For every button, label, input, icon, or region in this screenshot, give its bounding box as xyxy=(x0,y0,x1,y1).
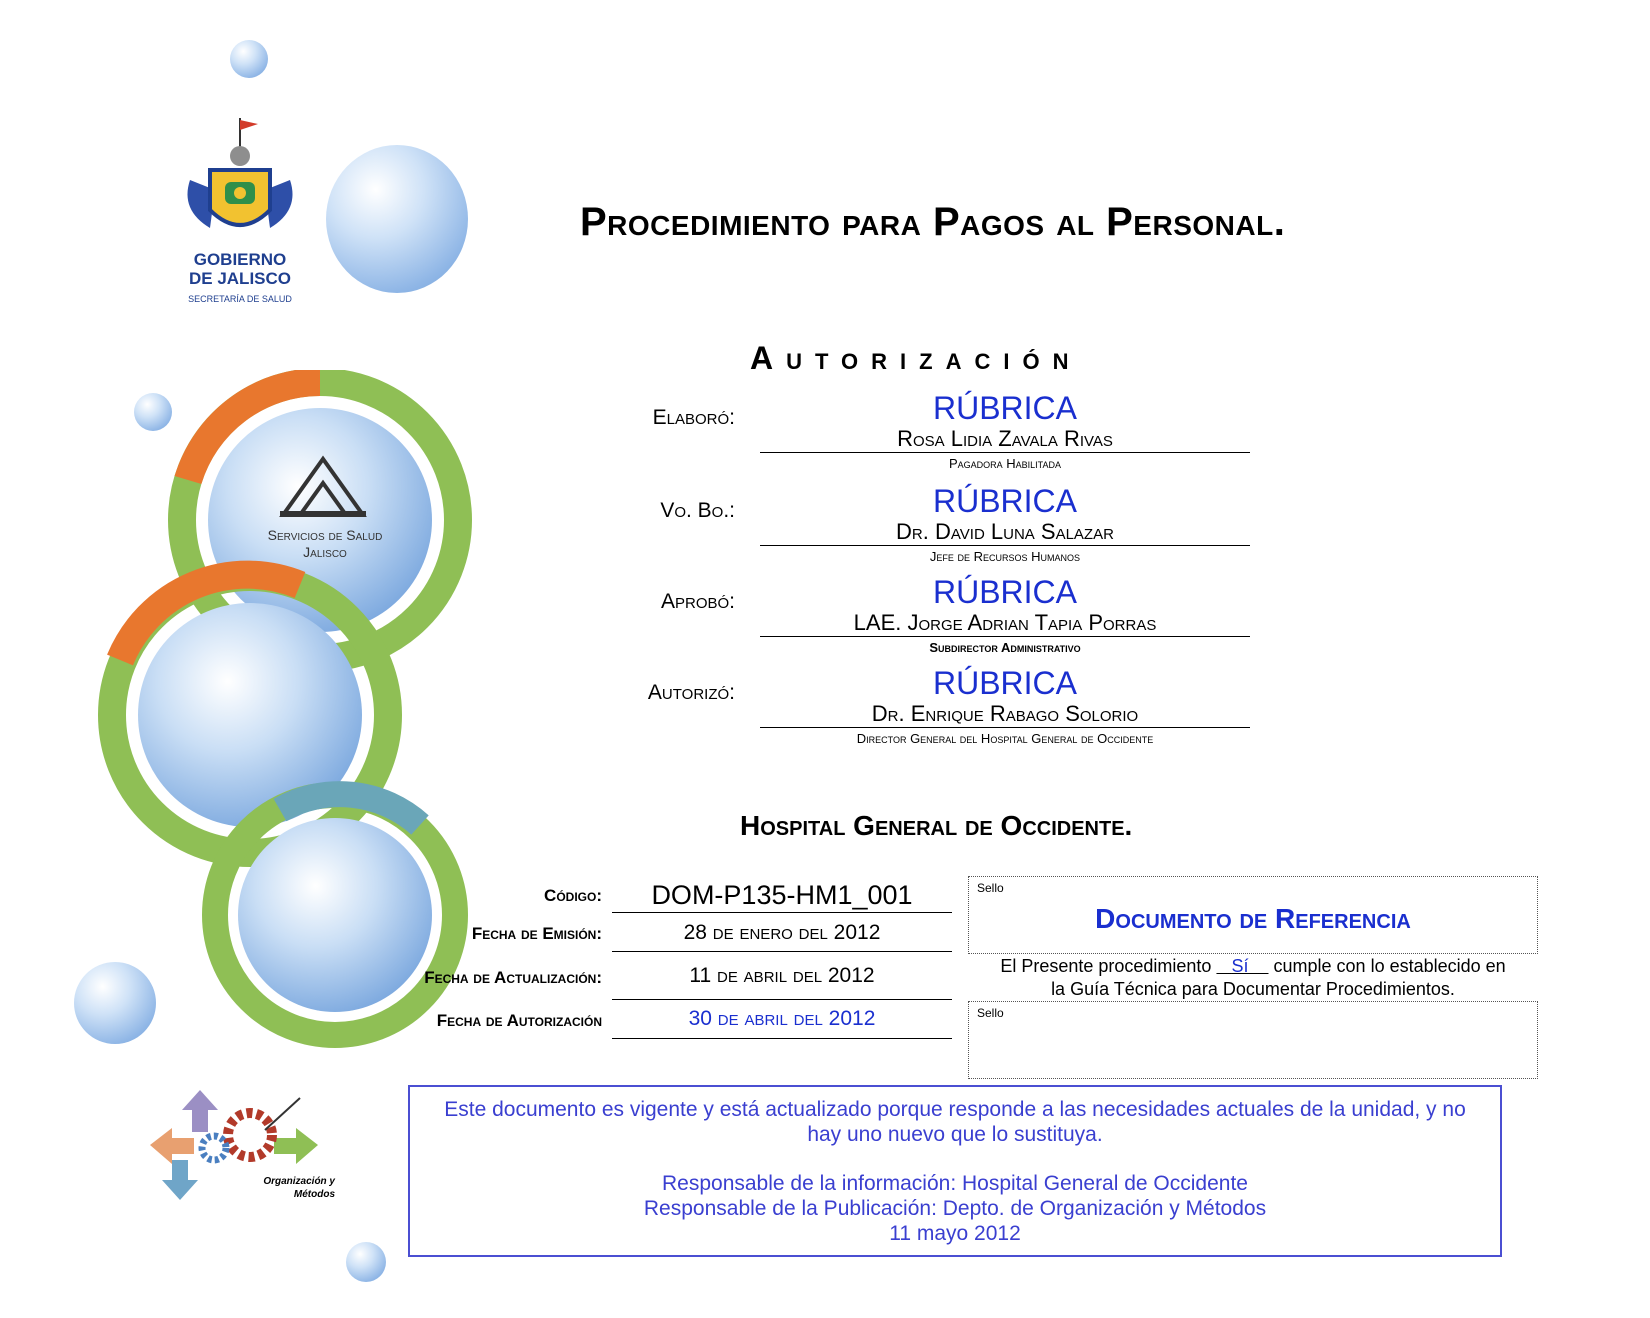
field-line xyxy=(612,912,952,913)
statement-post: cumple con lo establecido en xyxy=(1273,956,1506,976)
info-line4: Responsable de la Publicación: Depto. de Organización y Métodos xyxy=(643,1197,1267,1220)
signature-line xyxy=(760,545,1250,546)
signature-line xyxy=(760,727,1250,728)
label-elaboro: Elaboró: xyxy=(652,406,735,429)
role-elaboro: Pagadora Habilitada xyxy=(948,456,1062,471)
info-line2: hay uno nuevo que lo sustituya. xyxy=(807,1123,1103,1146)
decor-bubble xyxy=(346,1242,386,1282)
signature-autorizo: RÚBRICA xyxy=(932,665,1077,701)
ssj-logo-line1: Servicios de Salud xyxy=(267,527,383,543)
statement-pre: El Presente procedimiento xyxy=(1000,956,1212,976)
decor-bubble xyxy=(230,40,268,78)
stamp-box-reference xyxy=(968,876,1538,954)
label-fecha-autorizacion: Fecha de Autorización xyxy=(436,1011,602,1030)
gov-logo-line1: GOBIERNO xyxy=(193,250,287,269)
value-codigo: DOM-P135-HM1_001 xyxy=(651,880,913,910)
name-vobo: Dr. David Luna Salazar xyxy=(896,519,1114,544)
field-line xyxy=(612,951,952,952)
stamp-label: Sello xyxy=(977,1006,1004,1020)
coat-of-arms-icon xyxy=(170,110,310,250)
gov-logo-line2: DE JALISCO xyxy=(188,269,292,288)
value-fecha-autorizacion: 30 de abril del 2012 xyxy=(688,1007,876,1030)
field-line xyxy=(612,1038,952,1039)
role-aprobo: Subdirector Administrativo xyxy=(929,640,1081,655)
value-fecha-emision: 28 de enero del 2012 xyxy=(683,921,881,944)
om-logo-line2: Métodos xyxy=(293,1189,335,1200)
document-reference-title: Documento de Referencia xyxy=(1095,903,1411,934)
signature-elaboro: RÚBRICA xyxy=(932,390,1077,426)
role-autorizo: Director General del Hospital General de Occidente xyxy=(856,731,1154,746)
field-line xyxy=(612,999,952,1000)
info-line1: Este documento es vigente y está actualizado porque responde a las necesidades actuales de la unidad, y no xyxy=(444,1098,1466,1121)
role-vobo: Jefe de Recursos Humanos xyxy=(929,549,1081,564)
ssj-logo-line2: Jalisco xyxy=(303,544,347,560)
info-line5: 11 mayo 2012 xyxy=(889,1222,1021,1245)
organizacion-metodos-logo xyxy=(150,1090,340,1210)
signature-line xyxy=(760,636,1250,637)
label-fecha-emision: Fecha de Emisión: xyxy=(471,924,602,943)
value-fecha-actualizacion: 11 de abril del 2012 xyxy=(689,964,875,987)
signature-vobo: RÚBRICA xyxy=(932,483,1077,519)
label-codigo: Código: xyxy=(544,886,602,905)
info-line3: Responsable de la información: Hospital General de Occidente xyxy=(661,1172,1248,1195)
label-vobo: Vo. Bo.: xyxy=(660,499,735,522)
label-autorizo: Autorizó: xyxy=(647,681,735,704)
validity-info-box xyxy=(408,1085,1502,1257)
compliance-statement xyxy=(968,955,1538,1001)
signature-line xyxy=(760,452,1250,453)
name-aprobo: LAE. Jorge Adrian Tapia Porras xyxy=(853,610,1157,635)
label-aprobo: Aprobó: xyxy=(660,590,735,613)
om-logo-line1: Organización y xyxy=(263,1176,335,1187)
unit-name: Hospital General de Occidente. xyxy=(740,810,1133,841)
signature-aprobo: RÚBRICA xyxy=(932,574,1077,610)
autorizacion-heading: Autorización xyxy=(750,340,1082,376)
label-fecha-actualizacion: Fecha de Actualización: xyxy=(424,968,602,987)
servicios-salud-jalisco-logo xyxy=(240,455,410,565)
ssj-emblem-icon xyxy=(278,455,368,521)
document-title: Procedimiento para Pagos al Personal. xyxy=(580,200,1286,244)
statement-line2: la Guía Técnica para Documentar Procedimientos. xyxy=(1051,979,1455,999)
name-autorizo: Dr. Enrique Rabago Solorio xyxy=(871,701,1139,726)
name-elaboro: Rosa Lidia Zavala Rivas xyxy=(897,426,1113,451)
statement-answer: Sí xyxy=(1231,956,1249,976)
gobierno-jalisco-logo xyxy=(170,110,310,310)
stamp-box-seal xyxy=(968,1001,1538,1079)
decor-bubble xyxy=(326,145,468,293)
gov-logo-line3: SECRETARÍA DE SALUD xyxy=(188,294,292,304)
stamp-label: Sello xyxy=(977,881,1004,895)
